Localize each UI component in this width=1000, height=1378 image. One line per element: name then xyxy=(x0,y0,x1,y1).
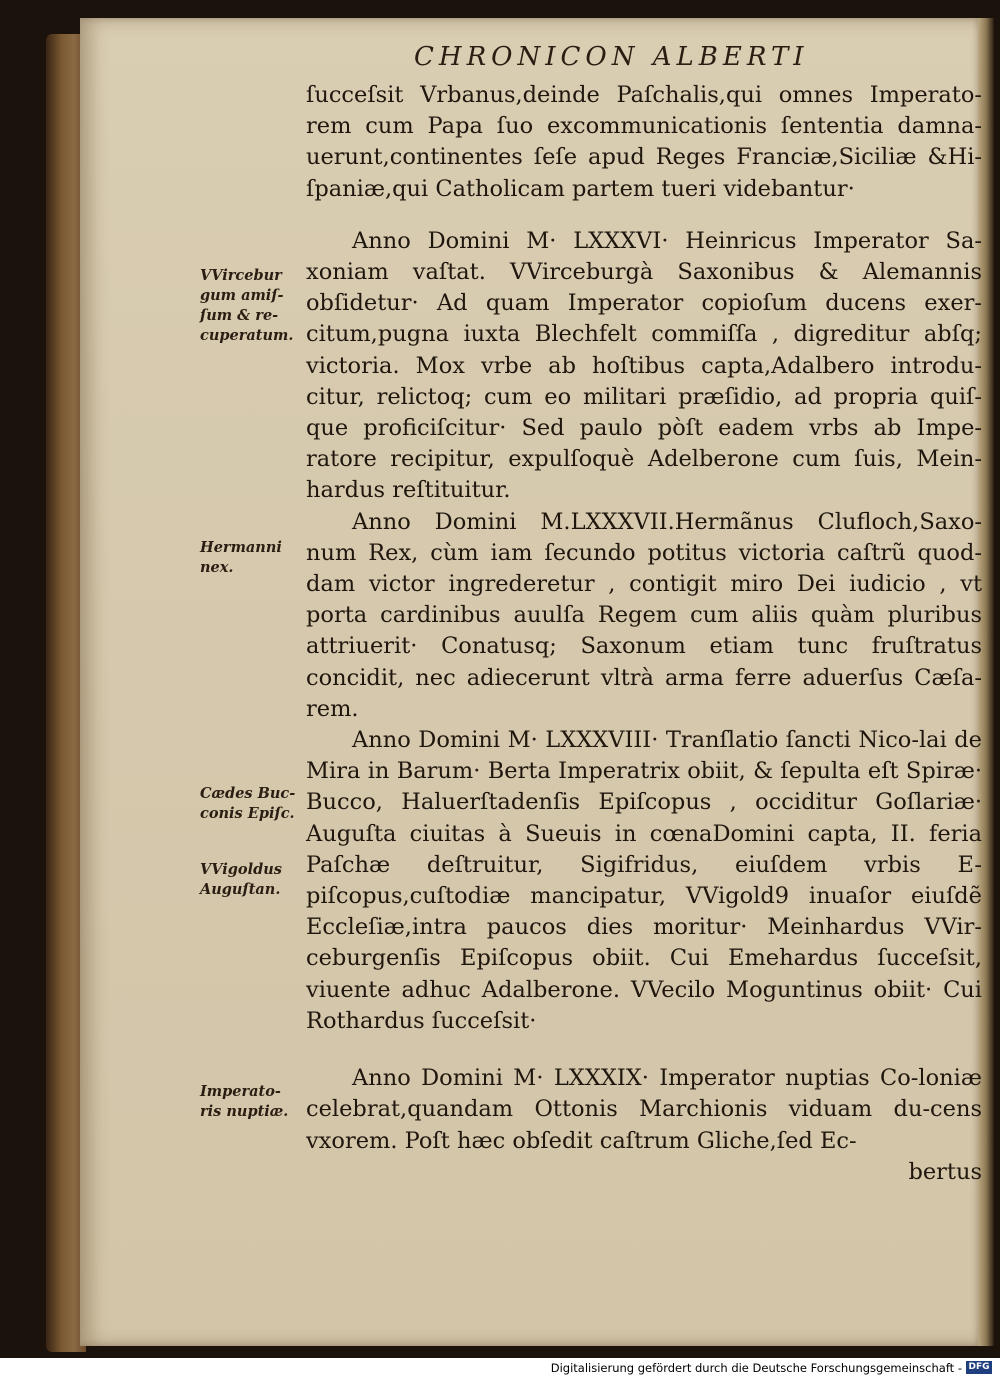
paragraph-5: Anno Domini M· LXXXIX· Imperator nuptias Co-loniæ celebrat,quandam Ottonis Marchionis viduam du-cens vxorem. Poſt hæc obſedit caſtrum Gliche,ſed Ec- xyxy=(306,1065,982,1154)
margin-note-wirceburg: VVircebur gum amiſ- ſum & re- cuperatum. xyxy=(200,267,294,344)
paragraph-4: Anno Domini M· LXXXVIII· Tranſlatio ſancti Nico-lai de Mira in Barum· Berta Imperatrix obiit, & ſepulta eſt Spiræ· Bucco, Haluerſtadenſis Epiſcopus , occiditur Goſlariæ· Auguſta ciuitas à Sueuis in cœnaDomini capta, II. feria Paſchæ deſtruitur, Sigifridus, eiuſdem vrbis E-piſcopus,cuſtodiæ mancipatur, VVigold9 inuaſor eiuſdẽ Eccleſiæ,intra paucos dies moritur· Meinhardus VVir-ceburgenſis Epiſcopus obiit. Cui Emehardus ſucceſsit, viuente adhuc Adalberone. VVecilo Moguntinus obiit· Cui Rothardus ſucceſsit· xyxy=(306,727,982,1034)
margin-note-hermanni: Hermanni nex. xyxy=(200,539,282,576)
body-text xyxy=(306,80,982,1188)
dfg-logo-icon: DFG xyxy=(966,1361,992,1374)
funding-notice: Digitalisierung gefördert durch die Deutsche Forschungsgemeinschaft - xyxy=(550,1361,962,1375)
margin-note-wigoldus: VVigoldus Auguſtan. xyxy=(200,861,282,898)
paragraph-1: ſucceſsit Vrbanus,deinde Paſchalis,qui omnes Imperato-rem cum Papa ſuo excommunicationis ſententia damna-uerunt,continentes ſeſe apud Reges Franciæ,Siciliæ &Hi-ſpaniæ,qui Catholicam partem tueri videbantur· xyxy=(306,82,982,202)
margin-note-buccon: Cædes Buc- conis Epiſc. xyxy=(200,785,296,822)
paragraph-3: Anno Domini M.LXXXVII.Hermãnus Clufloch,Saxo-num Rex, cùm iam ſecundo potitus victoria caſtrũ quod-dam victor ingrederetur , contigit miro Dei iudicio , vt porta cardinibus auulſa Regem cum aliis quàm pluribus attriuerit· Conatusq; Saxonum etiam tunc fruſtratus concidit, nec adiecerunt vltrà arma ferre aduerſus Cæſa-rem. xyxy=(306,508,982,722)
paragraph-2: Anno Domini M· LXXXVI· Heinricus Imperator Sa-xoniam vaſtat. VVirceburgà Saxonibus & Alemannis obſidetur· Ad quam Imperator copioſum ducens exer-citum,pugna iuxta Blechfelt commiſſa , digreditur abſq; victoria. Mox vrbe ab hoſtibus capta,Adalbero introdu-citur, relictoq; cum eo militari præſidio, ad propria quiſ-que proficiſcitur· Sed paulo pòſt eadem vrbs ab Impe-ratore recipitur, expulſoquè Adelberone cum ſuis, Mein-hardus reſtituitur. xyxy=(306,227,982,504)
running-head: CHRONICON ALBERTI xyxy=(414,42,809,72)
catchword: bertus xyxy=(908,1158,982,1185)
margin-note-nuptiae: Imperato- ris nuptiæ. xyxy=(200,1083,289,1120)
